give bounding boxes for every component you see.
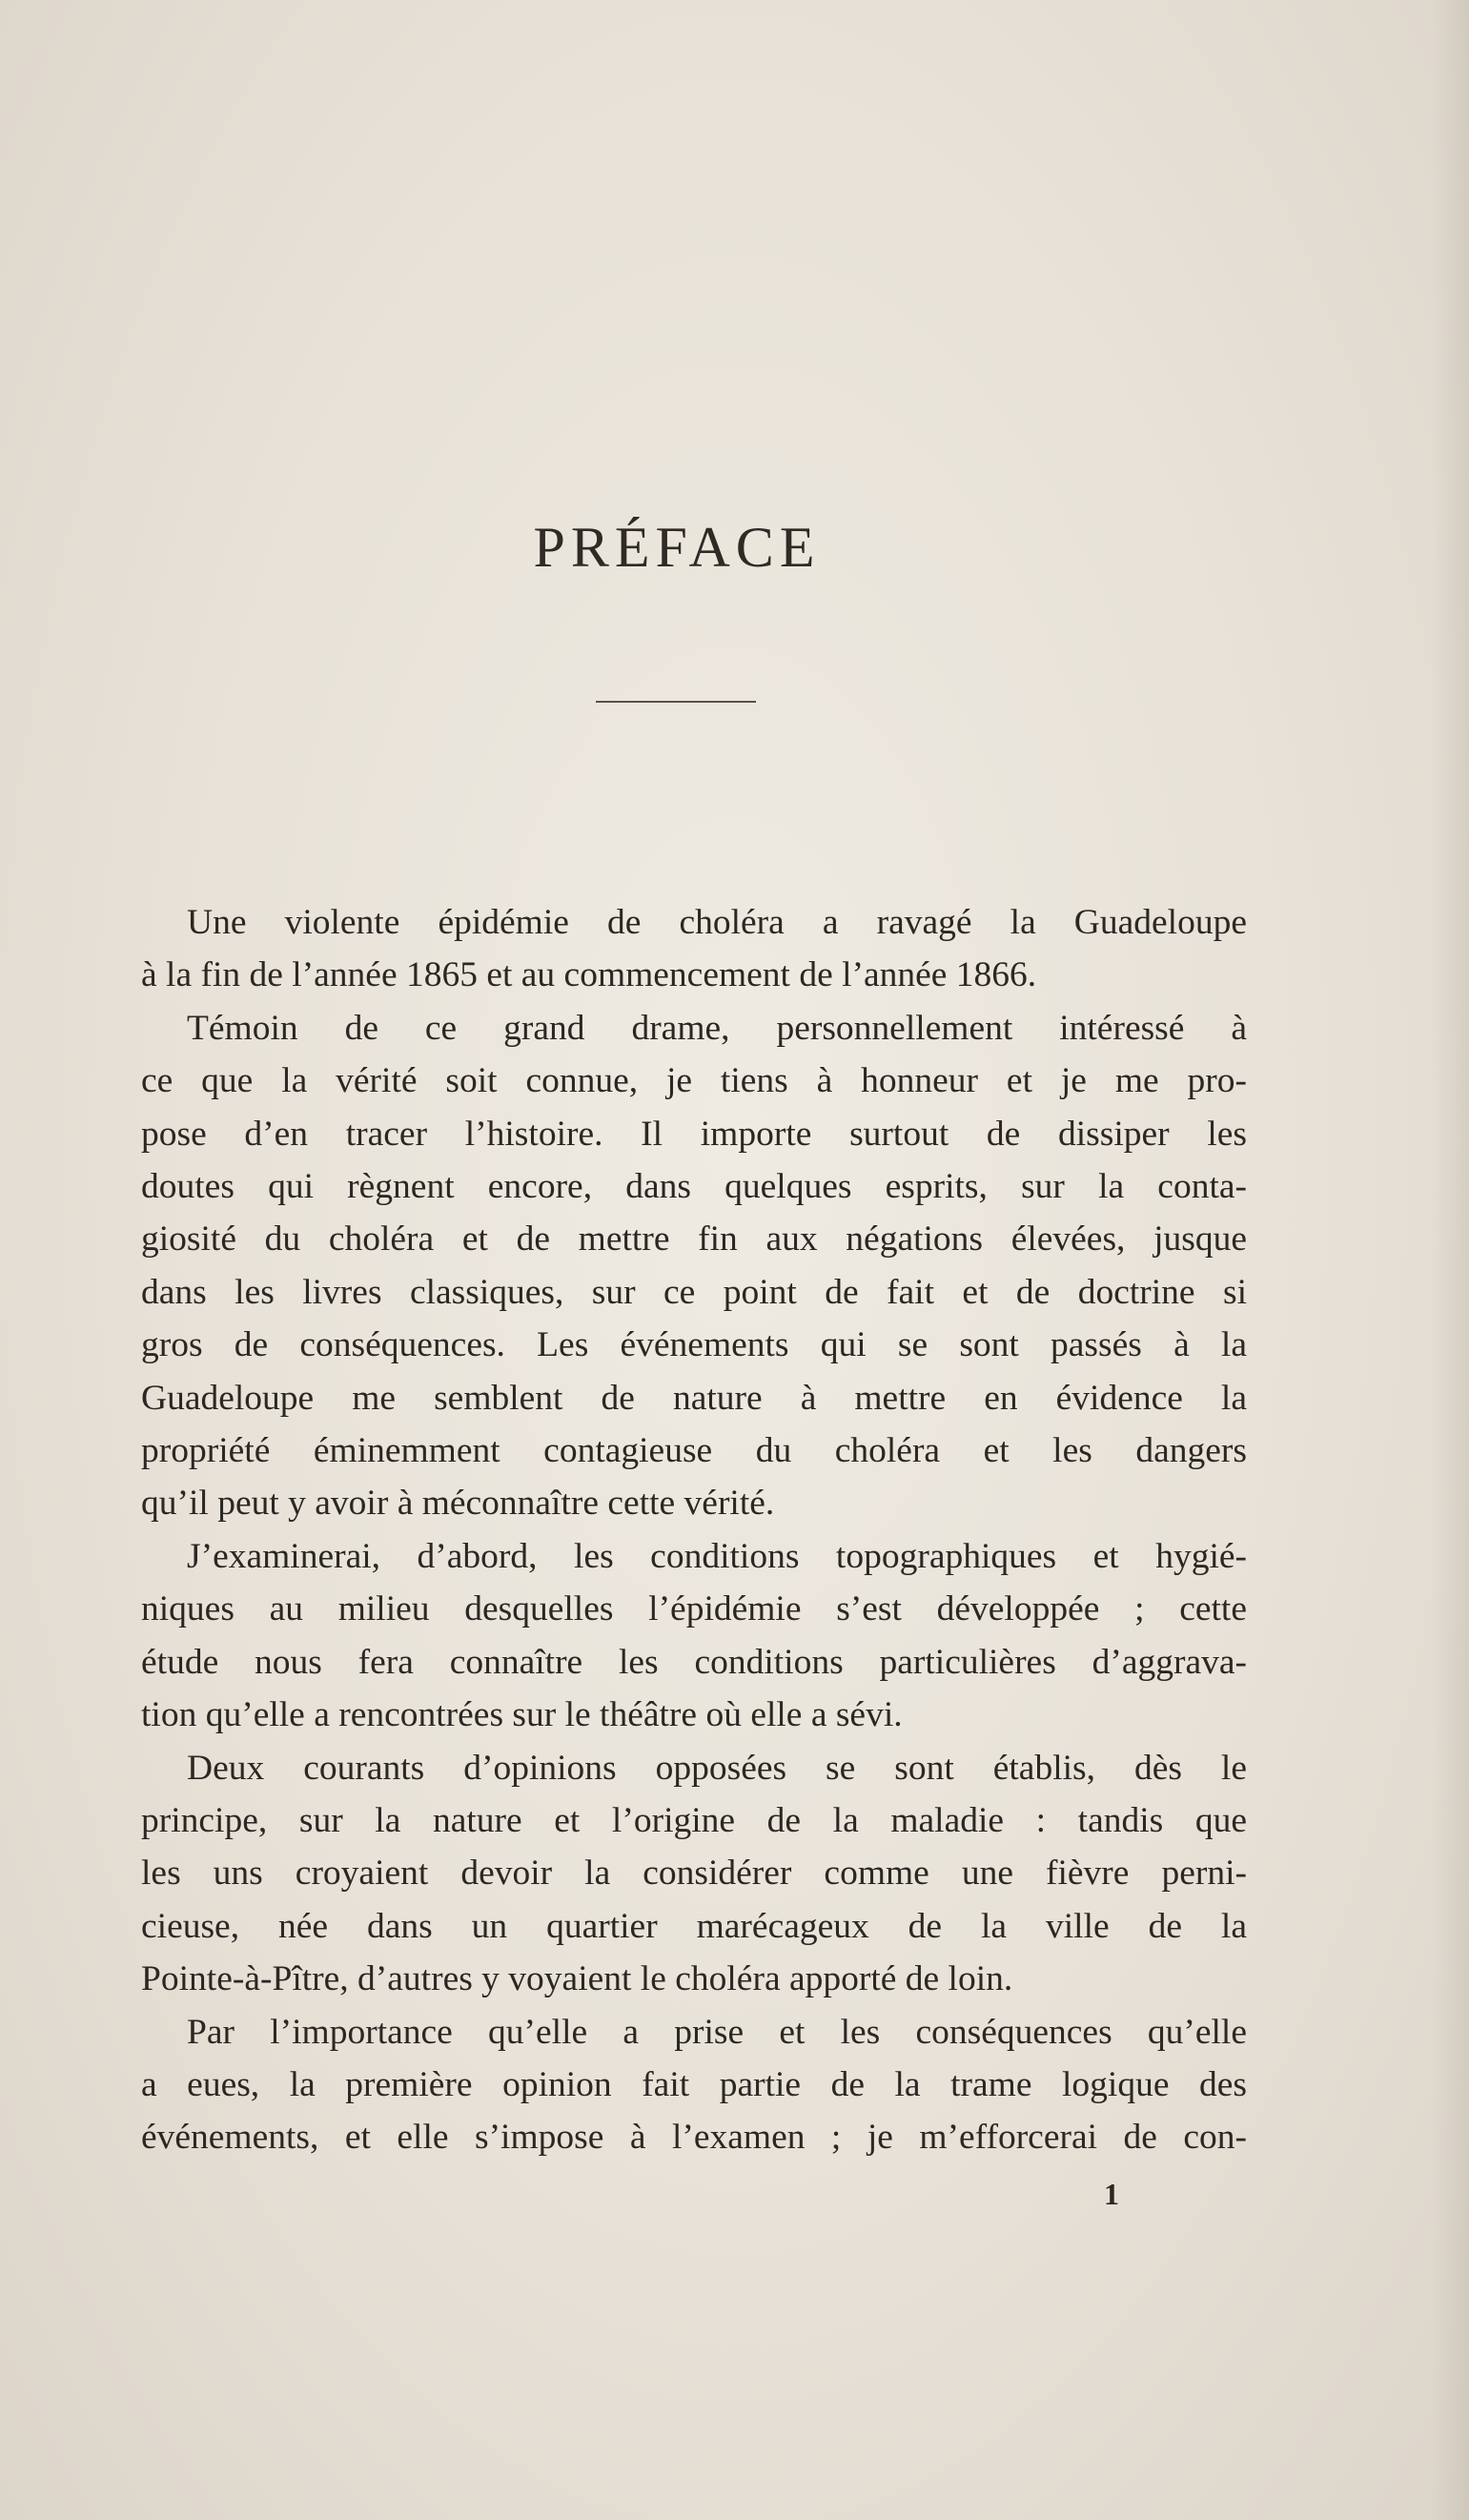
- page-edge-shadow: [1431, 0, 1469, 2520]
- text-line: Témoin de ce grand drame, personnellement intéressé à: [187, 1008, 1247, 1048]
- text-line: Deux courants d’opinions opposées se sont établis, dès le: [187, 1748, 1247, 1788]
- body-text: [141, 896, 1247, 2164]
- text-line: Par l’importance qu’elle a prise et les conséquences qu’elle: [187, 2012, 1247, 2052]
- text-line: cieuse, née dans un quartier marécageux de la ville de la: [141, 1906, 1247, 1946]
- text-line: dans les livres classiques, sur ce point de fait et de doctrine si: [141, 1272, 1247, 1312]
- text-line: doutes qui règnent encore, dans quelques esprits, sur la conta-: [141, 1167, 1247, 1207]
- text-line: à la fin de l’année 1865 et au commencement de l’année 1866.: [141, 955, 1037, 995]
- text-line: qu’il peut y avoir à méconnaître cette vérité.: [141, 1484, 775, 1524]
- text-line: événements, et elle s’impose à l’examen ; je m’efforcerai de con-: [141, 2118, 1247, 2158]
- text-line: a eues, la première opinion fait partie de la trame logique des: [141, 2064, 1247, 2104]
- text-line: propriété éminemment contagieuse du choléra et les dangers: [141, 1431, 1247, 1471]
- text-line: niques au milieu desquelles l’épidémie s’est développée ; cette: [141, 1589, 1247, 1629]
- text-line: étude nous fera connaître les conditions particulières d’aggrava-: [141, 1642, 1247, 1682]
- text-line: giosité du choléra et de mettre fin aux négations élevées, jusque: [141, 1219, 1247, 1260]
- text-line: pose d’en tracer l’histoire. Il importe surtout de dissiper les: [141, 1114, 1247, 1154]
- text-line: ce que la vérité soit connue, je tiens à honneur et je me pro-: [141, 1061, 1247, 1101]
- title-rule: [596, 701, 756, 703]
- page-title: PRÉFACE: [533, 516, 821, 579]
- text-line: Pointe-à-Pître, d’autres y voyaient le choléra apporté de loin.: [141, 1959, 1013, 1999]
- text-line: tion qu’elle a rencontrées sur le théâtre où elle a sévi.: [141, 1695, 903, 1735]
- page-number: 1: [1104, 2177, 1119, 2211]
- text-line: principe, sur la nature et l’origine de la maladie : tandis que: [141, 1800, 1247, 1840]
- text-line: les uns croyaient devoir la considérer comme une fièvre perni-: [141, 1854, 1247, 1894]
- text-line: Guadeloupe me semblent de nature à mettre en évidence la: [141, 1378, 1247, 1418]
- text-line: Une violente épidémie de choléra a ravagé la Guadeloupe: [187, 903, 1247, 942]
- text-line: gros de conséquences. Les événements qui se sont passés à la: [141, 1325, 1247, 1365]
- text-line: J’examinerai, d’abord, les conditions topographiques et hygié-: [187, 1536, 1247, 1576]
